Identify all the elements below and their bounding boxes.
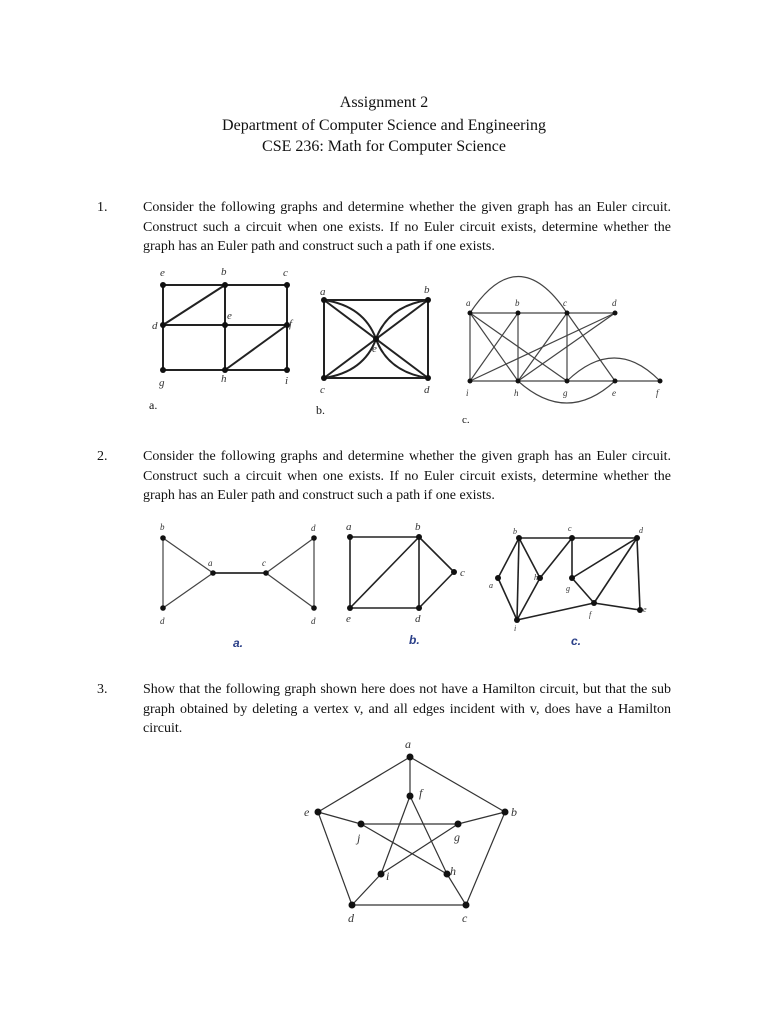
q3-label-h: h <box>450 864 456 878</box>
q1c-label-b: b <box>515 298 520 308</box>
course-title: CSE 236: Math for Computer Science <box>262 138 506 155</box>
q2c-label-c: c <box>568 524 572 533</box>
q3-label-j: j <box>357 831 361 845</box>
question-2-number: 2. <box>97 449 108 464</box>
question-2-label-c: c. <box>571 634 582 648</box>
q2b-label-b: b <box>415 521 421 533</box>
q1c-label-e: e <box>612 388 616 398</box>
q2c-label-h: h <box>534 573 538 582</box>
q1b-label-c: c <box>320 384 325 396</box>
q3-label-c: c <box>462 911 468 925</box>
q3-label-d: d <box>348 911 354 925</box>
q1c-label-g: g <box>563 388 568 398</box>
question-1-text: Consider the following graphs and determine whether the given graph has an Euler circuit. Construct such a circuit when one exists. If no Euler circuit exists, determine whether the graph has an Euler path and construct such a path if one exists. <box>143 200 671 254</box>
q2a-label-b: b <box>160 522 165 532</box>
question-3-number: 3. <box>97 682 108 697</box>
q2c-label-a: a <box>489 581 493 590</box>
q2b-label-c: c <box>460 567 465 579</box>
q1a-label-i: i <box>285 375 289 387</box>
q2c-label-f: f <box>589 610 592 619</box>
assignment-title: Assignment 2 <box>339 94 429 111</box>
q1a-label-c: c <box>283 267 288 279</box>
q1b-label-a: a <box>320 286 326 298</box>
q1a-label-f: f <box>289 318 293 330</box>
q2c-label-i: i <box>514 624 517 633</box>
q3-label-f: f <box>419 786 423 800</box>
question-2-label-a: a. <box>233 636 244 650</box>
question-2-label-b: b. <box>409 633 420 647</box>
q2b-label-e: e <box>346 613 351 625</box>
q3-label-i: i <box>386 869 390 883</box>
q1c-label-h: h <box>514 388 519 398</box>
q1b-label-d: d <box>424 384 430 396</box>
q3-label-b: b <box>511 805 517 819</box>
q1a-label-e-top: e <box>160 267 165 279</box>
q3-label-g: g <box>454 830 460 844</box>
q3-label-e: e <box>304 805 310 819</box>
q1b-label-e: e <box>372 343 377 355</box>
question-2-text: Consider the following graphs and determine whether the given graph has an Euler circuit. Construct such a circuit when one exists. If no Euler circuit exists, determine whether the graph has an Euler path and construct such a path if one exists. <box>143 449 671 503</box>
q1b-label-b: b <box>424 284 430 296</box>
q2c-label-g: g <box>566 584 570 593</box>
question-3-text: Show that the following graph shown here does not have a Hamilton circuit, but that the sub graph obtained by deleting a vertex v, and all edges incident with v, does have a Hamilton circuit. <box>143 682 671 736</box>
q1c-label-a: a <box>466 298 471 308</box>
q2b-label-d: d <box>415 613 421 625</box>
question-1-label-b: b. <box>316 403 325 417</box>
q2c-label-b: b <box>513 527 517 536</box>
q2c-label-e: e <box>643 605 647 614</box>
q1a-label-h: h <box>221 373 227 385</box>
q1c-label-i: i <box>466 388 469 398</box>
q1a-label-d: d <box>152 320 158 332</box>
q1c-label-c: c <box>563 298 567 308</box>
q1c-label-f: f <box>656 388 659 398</box>
q2a-label-d-left: d <box>160 616 165 626</box>
q2a-label-c: c <box>262 558 266 568</box>
q2a-label-d-bottom: d <box>311 616 316 626</box>
q2c-label-d: d <box>639 526 643 535</box>
q2a-label-d-top: d <box>311 523 316 533</box>
q1c-label-d: d <box>612 298 617 308</box>
question-1-label-a: a. <box>149 398 158 412</box>
q1a-label-g: g <box>159 377 165 389</box>
department-title: Department of Computer Science and Engineering <box>222 117 546 134</box>
q1a-label-e-mid: e <box>227 310 232 322</box>
q3-label-a: a <box>405 737 411 751</box>
q1a-label-b: b <box>221 266 227 278</box>
question-1-number: 1. <box>97 200 108 215</box>
q2a-label-a: a <box>208 558 213 568</box>
question-1-label-c: c. <box>462 414 470 426</box>
q2b-label-a: a <box>346 521 352 533</box>
